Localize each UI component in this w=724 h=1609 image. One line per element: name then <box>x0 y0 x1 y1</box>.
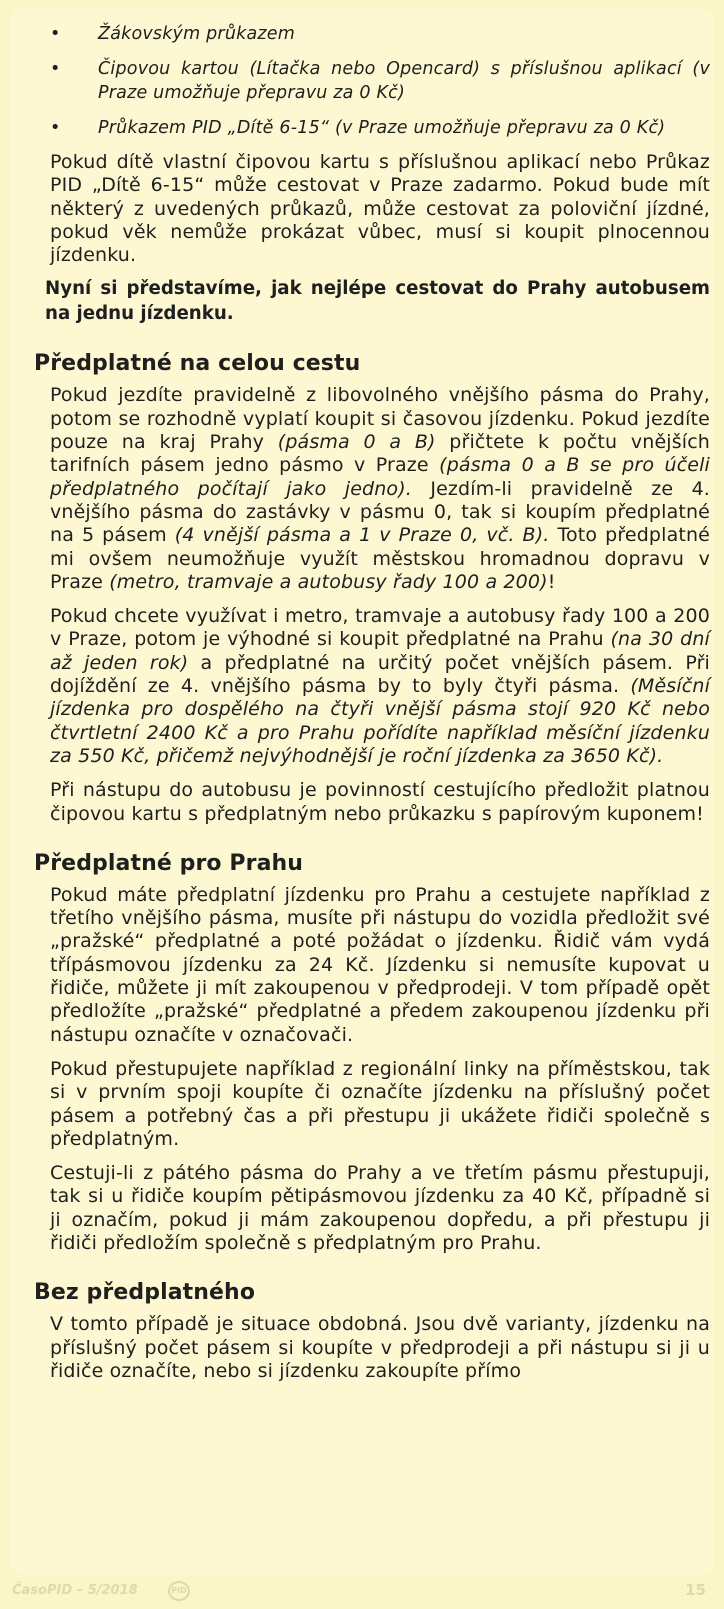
bullet-dot: • <box>50 118 61 138</box>
page-footer <box>0 1580 724 1604</box>
section1-paragraph-2 <box>34 605 710 768</box>
intro-paragraph: Pokud dítě vlastní čipovou kartu s příslušnou aplikací nebo Průkaz PID „Dítě 6-15“ může cestovat v Praze zadarmo. Pokud bude mít některý z uvedených průkazů, může cestovat za poloviční jízdné, pokud věk nemůže prokázat vůbec, musí si koupit plnocennou jízdenku. <box>50 151 710 267</box>
text-run: Jezdím-li pravidelně ze 4. vnějšího pásma do zastávky v pásmu 0, tak si koupím předplatné na 5 pásem <box>50 477 710 547</box>
text-run: přičtete k počtu vnějších tarifních pásem jedno pásmo v Praze <box>50 431 710 477</box>
text-run-italic: (4 vnější pásma a 1 v Praze 0, vč. B). <box>174 524 550 547</box>
text-run: Toto předplatné mi ovšem neumožňuje využít městskou hromadnou dopravu v Praze <box>50 524 710 593</box>
pid-logo-icon: PID <box>168 1581 190 1601</box>
bullet-dot: • <box>50 24 61 44</box>
list-item-text: Žákovským průkazem <box>98 24 295 44</box>
section-heading-no-subscription: Bez předplatného <box>34 1280 256 1306</box>
section3-paragraph-1: V tomto případě je situace obdobná. Jsou dvě varianty, jízdenku na příslušný počet pásem si koupíte v předprodeji a při nástupu si ji u řidiče označíte, nebo si jízdenku zakoupíte přímo <box>50 1313 710 1382</box>
list-item-text: Čipovou kartou (Lítačka nebo Opencard) s příslušnou aplikací (v Praze umožňuje přepravu za 0 Kč) <box>98 59 710 103</box>
section2-paragraph-1: Pokud máte předplatní jízdenku pro Prahu a cestujete například z třetího vnějšího pásma, musíte při nástupu do vozidla předložit své „pražské“ předplatné a poté požádat o jízdenku. Řidič vám vydá třípásmovou jízdenku za 24 Kč. Jízdenku si nemusíte kupovat u řidiče, můžete ji mít zakoupenou v předprodeji. V tom případě opět předložíte „pražské“ předplatné a předem zakoupenou jízdenku při nástupu označíte v označovači. <box>50 883 710 1046</box>
list-item <box>34 116 710 140</box>
article-body <box>34 22 710 1383</box>
section-heading-subscription-prague: Předplatné pro Prahu <box>34 850 304 876</box>
text-run-italic: (pásma 0 a B) <box>277 431 436 454</box>
page-number: 15 <box>685 1581 706 1599</box>
text-run-italic: (Měsíční jízdenka pro dospělého na čtyři vnější pásma stojí 920 Kč nebo čtvrtletní 2400 Kč a pro Prahu pořídíte například měsíční jízdenku za 550 Kč, přičemž nejvýhodnější je roční jízdenka za 3650 Kč). <box>50 675 710 767</box>
section2-paragraph-2: Pokud přestupujete například z regionální linky na příměstskou, tak si v prvním spoji koupíte či označíte jízdenku na příslušný počet pásem a potřebný čas a při přestupu ji ukážete řidiči společně s předplatným. <box>50 1057 710 1150</box>
list-item <box>34 57 710 105</box>
content-card <box>10 8 714 1575</box>
text-run: a předplatné na určitý počet vnějších pásem. Při dojíždění ze 4. vnějšího pásma by to byly čtyři pásma. <box>50 651 710 698</box>
text-run-italic: (metro, tramvaje a autobusy řady 100 a 200) <box>109 570 548 593</box>
section1-paragraph-1 <box>34 384 710 594</box>
section-heading-subscription-full: Předplatné na celou cestu <box>34 351 361 377</box>
section1-paragraph-3: Při nástupu do autobusu je povinností cestujícího předložit platnou čipovou kartu s předplatným nebo průkazku s papírovým kuponem! <box>50 779 710 825</box>
bullet-dot: • <box>50 59 61 79</box>
text-run-italic: (na 30 dní až jeden rok) <box>50 628 710 674</box>
section2-paragraph-3: Cestuji-li z pátého pásma do Prahy a ve třetím pásmu přestupuji, tak si u řidiče koupím pětipásmovou jízdenku za 40 Kč, případně si ji označím, pokud ji mám zakoupenou dopředu, a při přestupu ji řidiči předložím společně s předplatným pro Prahu. <box>50 1162 710 1254</box>
text-run: ! <box>547 570 556 593</box>
text-run: Pokud jezdíte pravidelně z libovolného vnějšího pásma do Prahy, potom se rozhodně vyplatí koupit si časovou jízdenku. Pokud jezdíte pouze na kraj Prahy <box>50 384 710 454</box>
text-run-italic: (pásma 0 a B se pro účeli předplatného počítají jako jedno). <box>50 454 710 500</box>
list-item <box>34 22 710 46</box>
text-run: Pokud chcete využívat i metro, tramvaje a autobusy řady 100 a 200 v Praze, potom je výhodné si koupit předplatné na Prahu <box>50 605 710 651</box>
lead-paragraph: Nyní si představíme, jak nejlépe cestovat do Prahy autobusem na jednu jízdenku. <box>45 278 710 325</box>
bullet-list <box>34 22 710 140</box>
footer-publication: ČasoPID – 5/2018 <box>12 1583 138 1598</box>
list-item-text: Průkazem PID „Dítě 6-15“ (v Praze umožňuje přepravu za 0 Kč) <box>98 118 666 138</box>
